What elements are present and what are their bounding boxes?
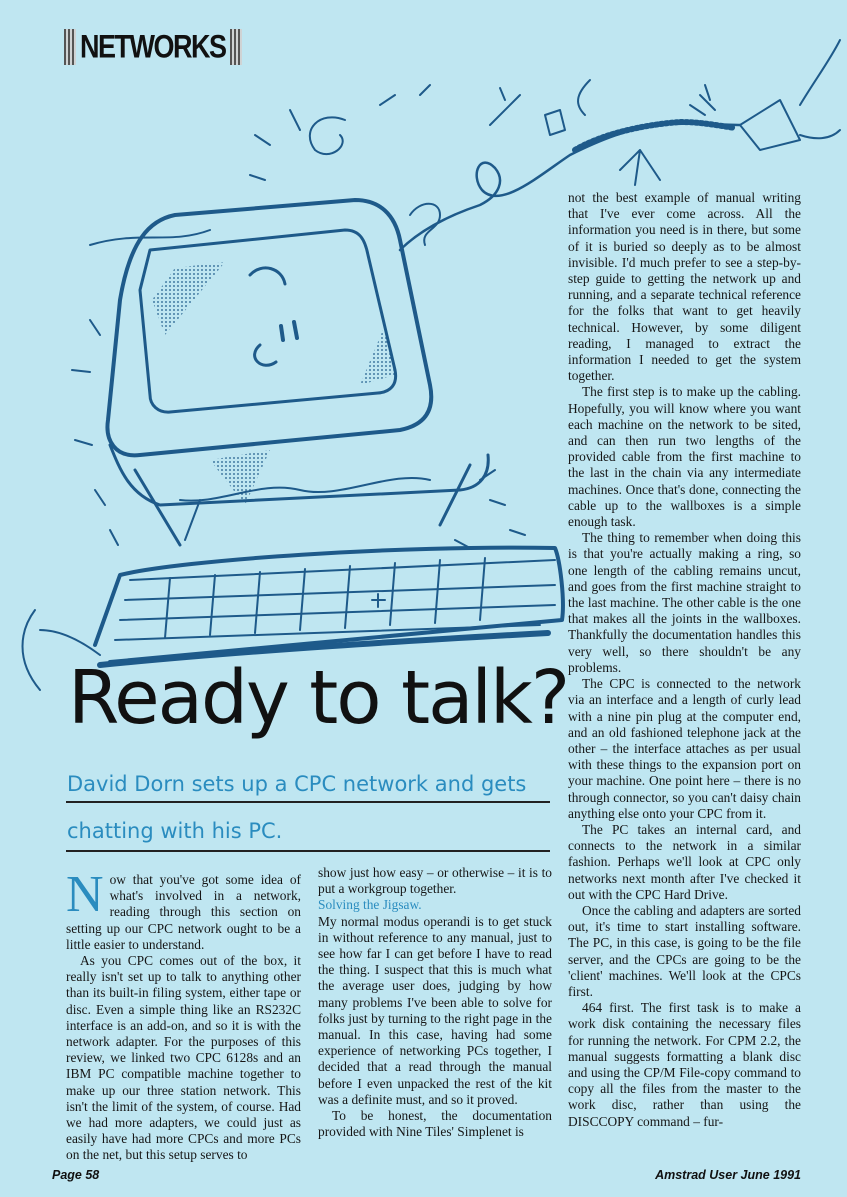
- paragraph: The thing to remember when doing this is that you're actually making a ring, so one length of the cabling remains uncut, and goes from the first machine straight to the last machine. The other cable is the one that makes all the joints in the wallboxes. Thankfully the documentation handles this very well, so there shouldn't be any problems.: [568, 530, 801, 675]
- article-column-2: [318, 865, 552, 1140]
- subheading: Solving the Jigsaw.: [318, 897, 422, 913]
- publication-date: Amstrad User June 1991: [655, 1168, 801, 1182]
- headline: Ready to talk?: [68, 655, 569, 741]
- paragraph: My normal modus operandi is to get stuck in without reference to any manual, just to see how far I can get before I have to read the thing. I suspect that this is much what the average user does, judging by how many problems I've been able to solve for folks just by turning to the right page in the manual. In this case, having had some experience of networking PCs together, I decided that a read through the manual before I even unpacked the rest of the kit was a definite must, and so it proved.: [318, 913, 552, 1107]
- paragraph: show just how easy – or otherwise – it is to put a workgroup together.: [318, 865, 552, 897]
- standfirst-line-1: David Dorn sets up a CPC network and gets: [67, 772, 527, 796]
- page-number: Page 58: [52, 1168, 100, 1182]
- paragraph: [66, 866, 301, 953]
- paragraph: The CPC is connected to the network via an interface and a length of curly lead with a nine pin plug at the computer end, and an old fashioned telephone jack at the other – the interface attaches as per usual with these things to the expansion port on your machine. One point here – there is no through connector, so you can't daisy chain anything else onto your CPC from it.: [568, 676, 801, 821]
- paragraph: The first step is to make up the cabling. Hopefully, you will know where you want each machine on the network to be sited, and can then run two lengths of the provided cable from the first machine to the last in the chain via any intermediate machines. Once that's done, connecting the cable up to the wallboxes is a simple enough task.: [568, 384, 801, 530]
- drop-cap: N: [66, 866, 104, 923]
- paragraph-text: ow that you've got some idea of what's involved in a network, reading through this section on setting up our CPC network ought to be a little easier to understand.: [66, 872, 301, 952]
- paragraph: To be honest, the documentation provided with Nine Tiles' Simplenet is: [318, 1108, 552, 1140]
- standfirst-rule-1: [66, 801, 550, 803]
- paragraph: As you CPC comes out of the box, it really isn't set up to talk to anything other than its built-in filing system, either tape or disc. Even a simple thing like an RS232C interface is an add-on, and so it is with the network adapter. For the purposes of this review, we linked two CPC 6128s and an IBM PC compatible machine together to make up our three station network. This isn't the limit of the system, of course. Had we had more adapters, we could just as easily have had more CPCs and more PCs on the net, but this setup serves to: [66, 953, 301, 1163]
- paragraph: 464 first. The first task is to make a work disk containing the necessary files for running the network. For CPM 2.2, the manual suggests formatting a blank disc and using the CP/M File-copy command to copy all the files from the master to the work disc, rather than using the DISCCOPY command – fur-: [568, 1000, 801, 1129]
- standfirst-rule-2: [66, 850, 550, 852]
- article-column-1: [66, 866, 301, 1164]
- standfirst-line-2: chatting with his PC.: [67, 819, 283, 843]
- paragraph: Once the cabling and adapters are sorted out, it's time to start installing software. The PC, in this case, is going to be the file server, and the CPCs are going to be the 'client' machines. We'll look at the CPCs first.: [568, 902, 801, 999]
- paragraph: not the best example of manual writing that I've ever come across. All the information you need is in there, but some of it is buried so deeply as to be almost invisible. I'd much prefer to see a step-by-step guide to getting the network up and running, and a separate technical reference for the folks that want to get heavily technical. However, by some diligent reading, I managed to extract the information I needed to get the system together.: [568, 190, 801, 384]
- paragraph: The PC takes an internal card, and connects to the network in a similar fashion. Perhaps we'll look at CPC only networks next month after I've checked it out with the CPC Hard Drive.: [568, 821, 801, 902]
- article-column-3: [568, 190, 801, 1130]
- section-tag-label: NETWORKS: [80, 28, 226, 65]
